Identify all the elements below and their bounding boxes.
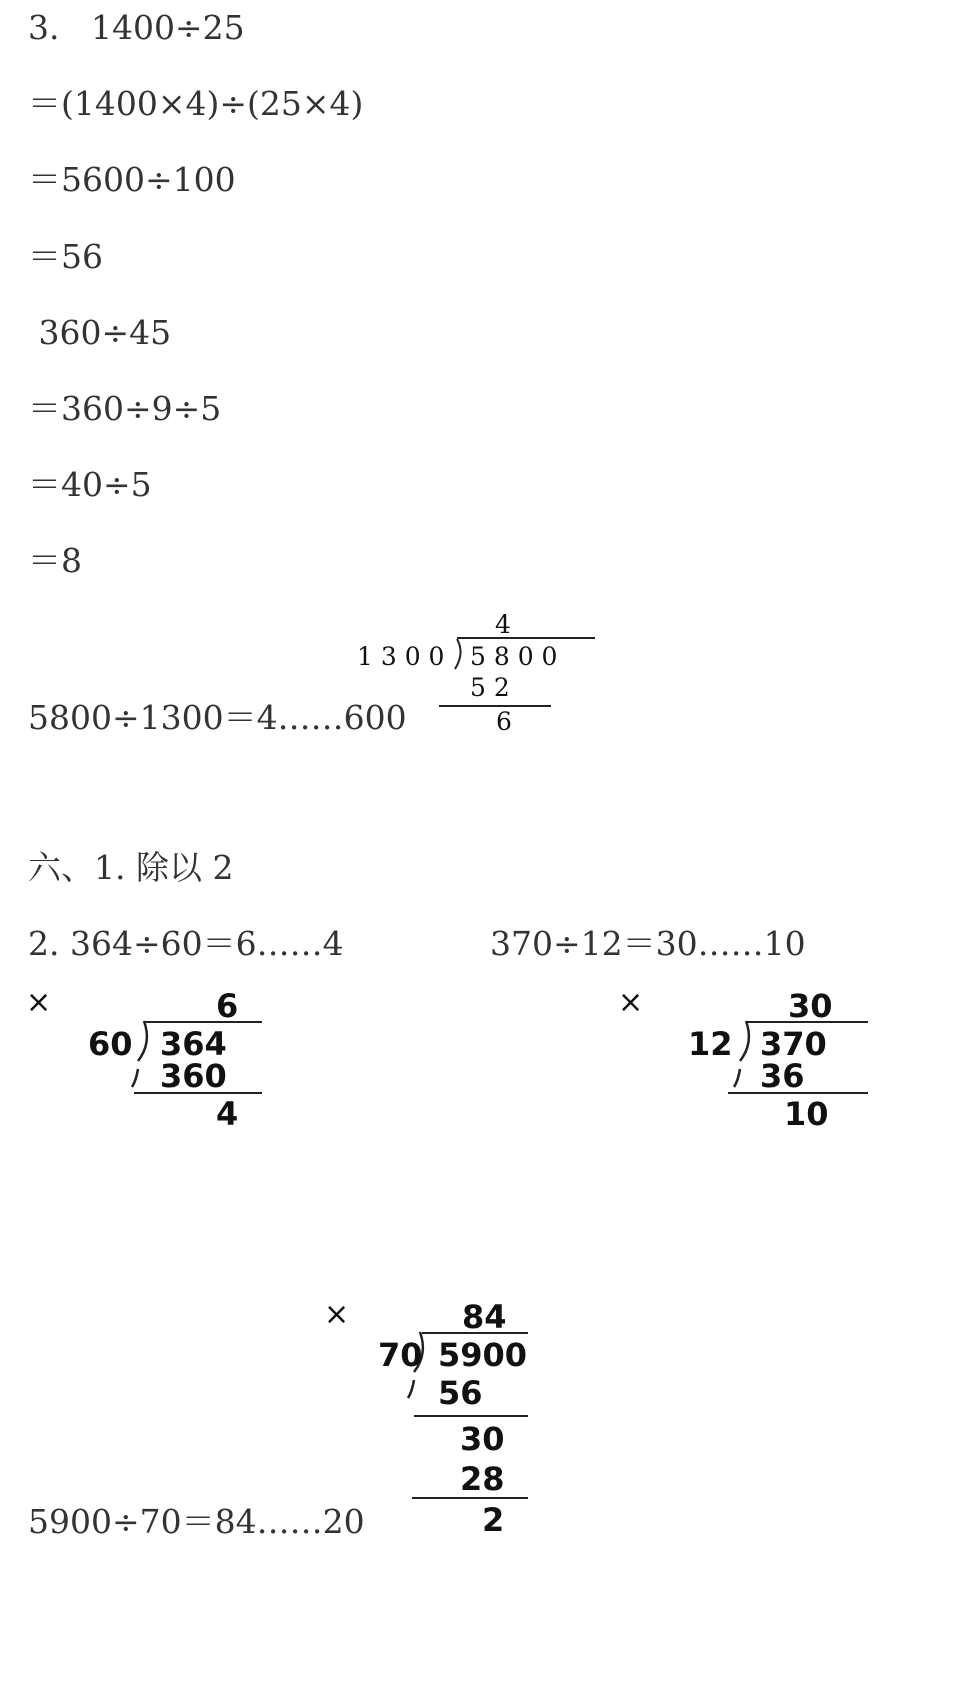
line-3: ＝5600÷100 bbox=[28, 160, 236, 199]
line-4: ＝56 bbox=[28, 237, 103, 276]
quotient: 84 bbox=[462, 1298, 507, 1336]
division-bar bbox=[422, 1332, 528, 1334]
division-bar bbox=[746, 1021, 868, 1023]
line-9: 5800÷1300＝4……600 bbox=[28, 698, 407, 737]
quotient: 6 bbox=[216, 987, 239, 1025]
line-1: 3. 1400÷25 bbox=[28, 8, 245, 47]
line-2: ＝(1400×4)÷(25×4) bbox=[28, 84, 364, 123]
quotient: 30 bbox=[788, 987, 833, 1025]
dividend: 370 bbox=[760, 1025, 827, 1063]
subtrahend: 360 bbox=[160, 1057, 227, 1095]
dividend: 364 bbox=[160, 1025, 227, 1063]
line-13: 5900÷70＝84……20 bbox=[28, 1502, 365, 1541]
division-bar bbox=[457, 637, 595, 639]
remainder: 6 bbox=[496, 707, 512, 736]
line-8: ＝8 bbox=[28, 541, 82, 580]
cross-mark-bottom: × bbox=[324, 1297, 350, 1332]
division-bracket bbox=[130, 1021, 154, 1091]
dividend: 5 8 0 0 bbox=[470, 642, 558, 671]
quotient: 4 bbox=[495, 610, 511, 639]
remainder: 10 bbox=[784, 1095, 829, 1133]
subtrahend-1: 56 bbox=[438, 1374, 483, 1412]
long-division-370-by-12 bbox=[688, 985, 888, 1135]
subtraction-line-2 bbox=[412, 1497, 528, 1499]
partial-remainder: 30 bbox=[460, 1420, 505, 1458]
line-10: 六、1. 除以 2 bbox=[28, 848, 234, 887]
cross-mark-left: × bbox=[26, 985, 52, 1020]
line-6: ＝360÷9÷5 bbox=[28, 389, 222, 428]
line-12: 370÷12＝30……10 bbox=[490, 924, 806, 963]
dividend: 5900 bbox=[438, 1336, 528, 1374]
long-division-5800-by-1300 bbox=[355, 605, 615, 735]
remainder: 4 bbox=[216, 1095, 239, 1133]
subtrahend: 36 bbox=[760, 1057, 805, 1095]
divisor: 1 3 0 0 bbox=[357, 642, 445, 671]
divisor: 60 bbox=[88, 1025, 133, 1063]
division-bar bbox=[144, 1021, 262, 1023]
remainder: 2 bbox=[482, 1501, 505, 1539]
line-11: 2. 364÷60＝6……4 bbox=[28, 924, 344, 963]
divisor: 12 bbox=[688, 1025, 733, 1063]
long-division-5900-by-70 bbox=[372, 1296, 572, 1542]
subtraction-line bbox=[728, 1092, 868, 1094]
cross-mark-right: × bbox=[618, 985, 644, 1020]
subtrahend-2: 28 bbox=[460, 1460, 505, 1498]
division-bracket bbox=[451, 637, 471, 671]
division-bracket bbox=[732, 1021, 756, 1091]
subtraction-line bbox=[134, 1092, 262, 1094]
subtrahend: 5 2 bbox=[470, 673, 510, 702]
long-division-364-by-60 bbox=[88, 985, 288, 1135]
divisor: 70 bbox=[378, 1336, 423, 1374]
subtraction-line bbox=[439, 705, 551, 707]
line-7: ＝40÷5 bbox=[28, 465, 152, 504]
line-5: 360÷45 bbox=[28, 313, 172, 352]
subtraction-line-1 bbox=[414, 1415, 528, 1417]
